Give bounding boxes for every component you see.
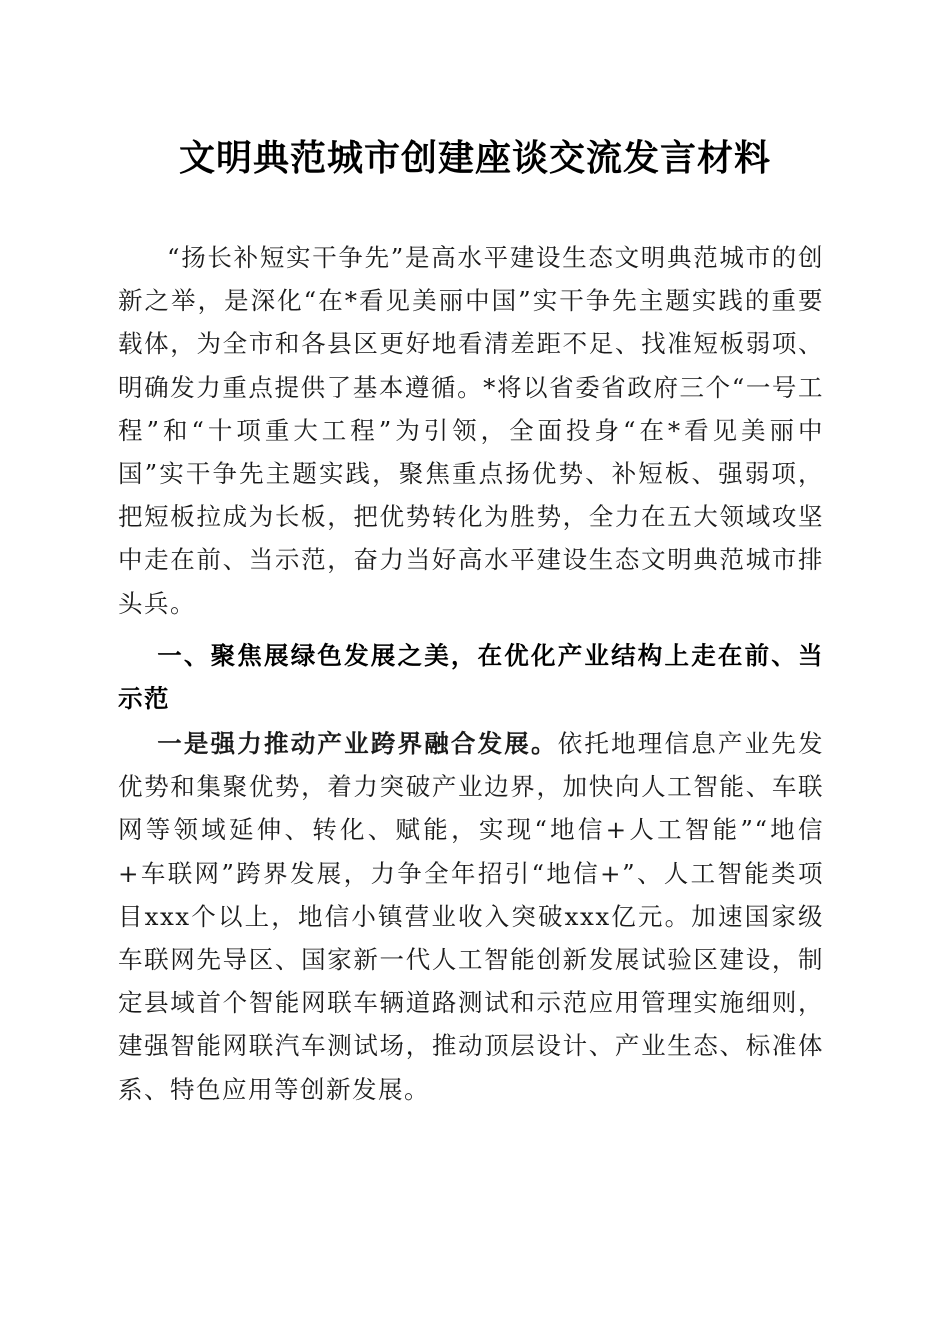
intro-paragraph: “扬长补短实干争先”是高水平建设生态文明典范城市的创新之举，是深化“在*看见美丽中国”实干争先主题实践的重要载体，为全市和各县区更好地看清差距不足、找准短板弱项、明确发力重点提供了基本遵循。*将以省委省政府三个“一号工程”和“十项重大工程”为引领，全面投身“在*看见美丽中国”实干争先主题实践，聚焦重点扬优势、补短板、强弱项，把短板拉成为长板，把优势转化为胜势，全力在五大领域攻坚中走在前、当示范，奋力当好高水平建设生态文明典范城市排头兵。: [118, 243, 824, 618]
section-1-paragraph-1: [118, 722, 824, 1111]
section-heading-1: 一、聚焦展绿色发展之美，在优化产业结构上走在前、当示范: [118, 641, 824, 714]
paragraph-lead-sentence: 一是强力推动产业跨界融合发展。: [157, 729, 558, 758]
paragraph-body-text: 依托地理信息产业先发优势和集聚优势，着力突破产业边界，加快向人工智能、车联网等领域延伸、转化、赋能，实现“地信+人工智能”“地信+车联网”跨界发展，力争全年招引“地信+”、人工智能类项目xxx个以上，地信小镇营业收入突破xxx亿元。加速国家级车联网先导区、国家新一代人工智能创新发展试验区建设，制定县域首个智能网联车辆道路测试和示范应用管理实施细则，建强智能网联汽车测试场，推动顶层设计、产业生态、标准体系、特色应用等创新发展。: [118, 729, 825, 1104]
document-title: 文明典范城市创建座谈交流发言材料: [178, 137, 771, 179]
